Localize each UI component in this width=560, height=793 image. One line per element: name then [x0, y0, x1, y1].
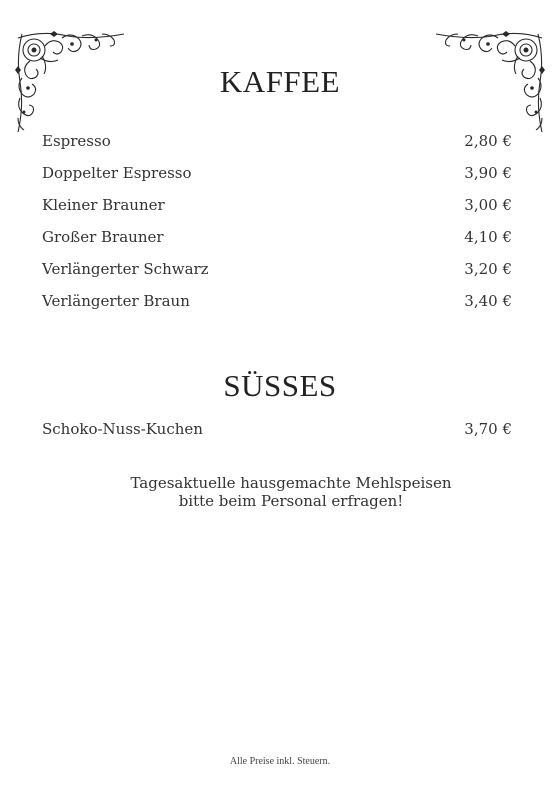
note-line-1: Tagesaktuelle hausgemachte Mehlspeisen	[130, 474, 452, 492]
menu-item-price: 3,70 €	[464, 420, 512, 438]
menu-list-kaffee	[42, 132, 512, 324]
tax-footer: Alle Preise inkl. Steuern.	[229, 756, 331, 767]
menu-item-name: Großer Brauner	[42, 228, 164, 246]
menu-item-name: Espresso	[42, 132, 111, 150]
note-line-2: bitte beim Personal erfragen!	[178, 492, 404, 510]
menu-item-price: 2,80 €	[464, 132, 512, 150]
daily-pastries-note	[0, 474, 560, 510]
menu-item-price: 3,20 €	[464, 260, 512, 278]
menu-item	[42, 132, 512, 164]
section-title-kaffee: KAFFEE	[219, 64, 341, 99]
menu-item-name: Verlängerter Schwarz	[42, 260, 209, 278]
menu-item-price: 3,90 €	[464, 164, 512, 182]
menu-item	[42, 164, 512, 196]
menu-item	[42, 228, 512, 260]
menu-item-name: Kleiner Brauner	[42, 196, 165, 214]
menu-item	[42, 292, 512, 324]
menu-item-price: 3,40 €	[464, 292, 512, 310]
menu-item-name: Schoko-Nuss-Kuchen	[42, 420, 203, 438]
section-title-suesses: SÜSSES	[223, 368, 337, 403]
menu-item	[42, 196, 512, 228]
menu-item-price: 4,10 €	[464, 228, 512, 246]
menu-list-suesses	[42, 420, 512, 452]
menu-item-name: Verlängerter Braun	[42, 292, 190, 310]
menu-item	[42, 260, 512, 292]
menu-item-name: Doppelter Espresso	[42, 164, 192, 182]
menu-item	[42, 420, 512, 452]
menu-item-price: 3,00 €	[464, 196, 512, 214]
